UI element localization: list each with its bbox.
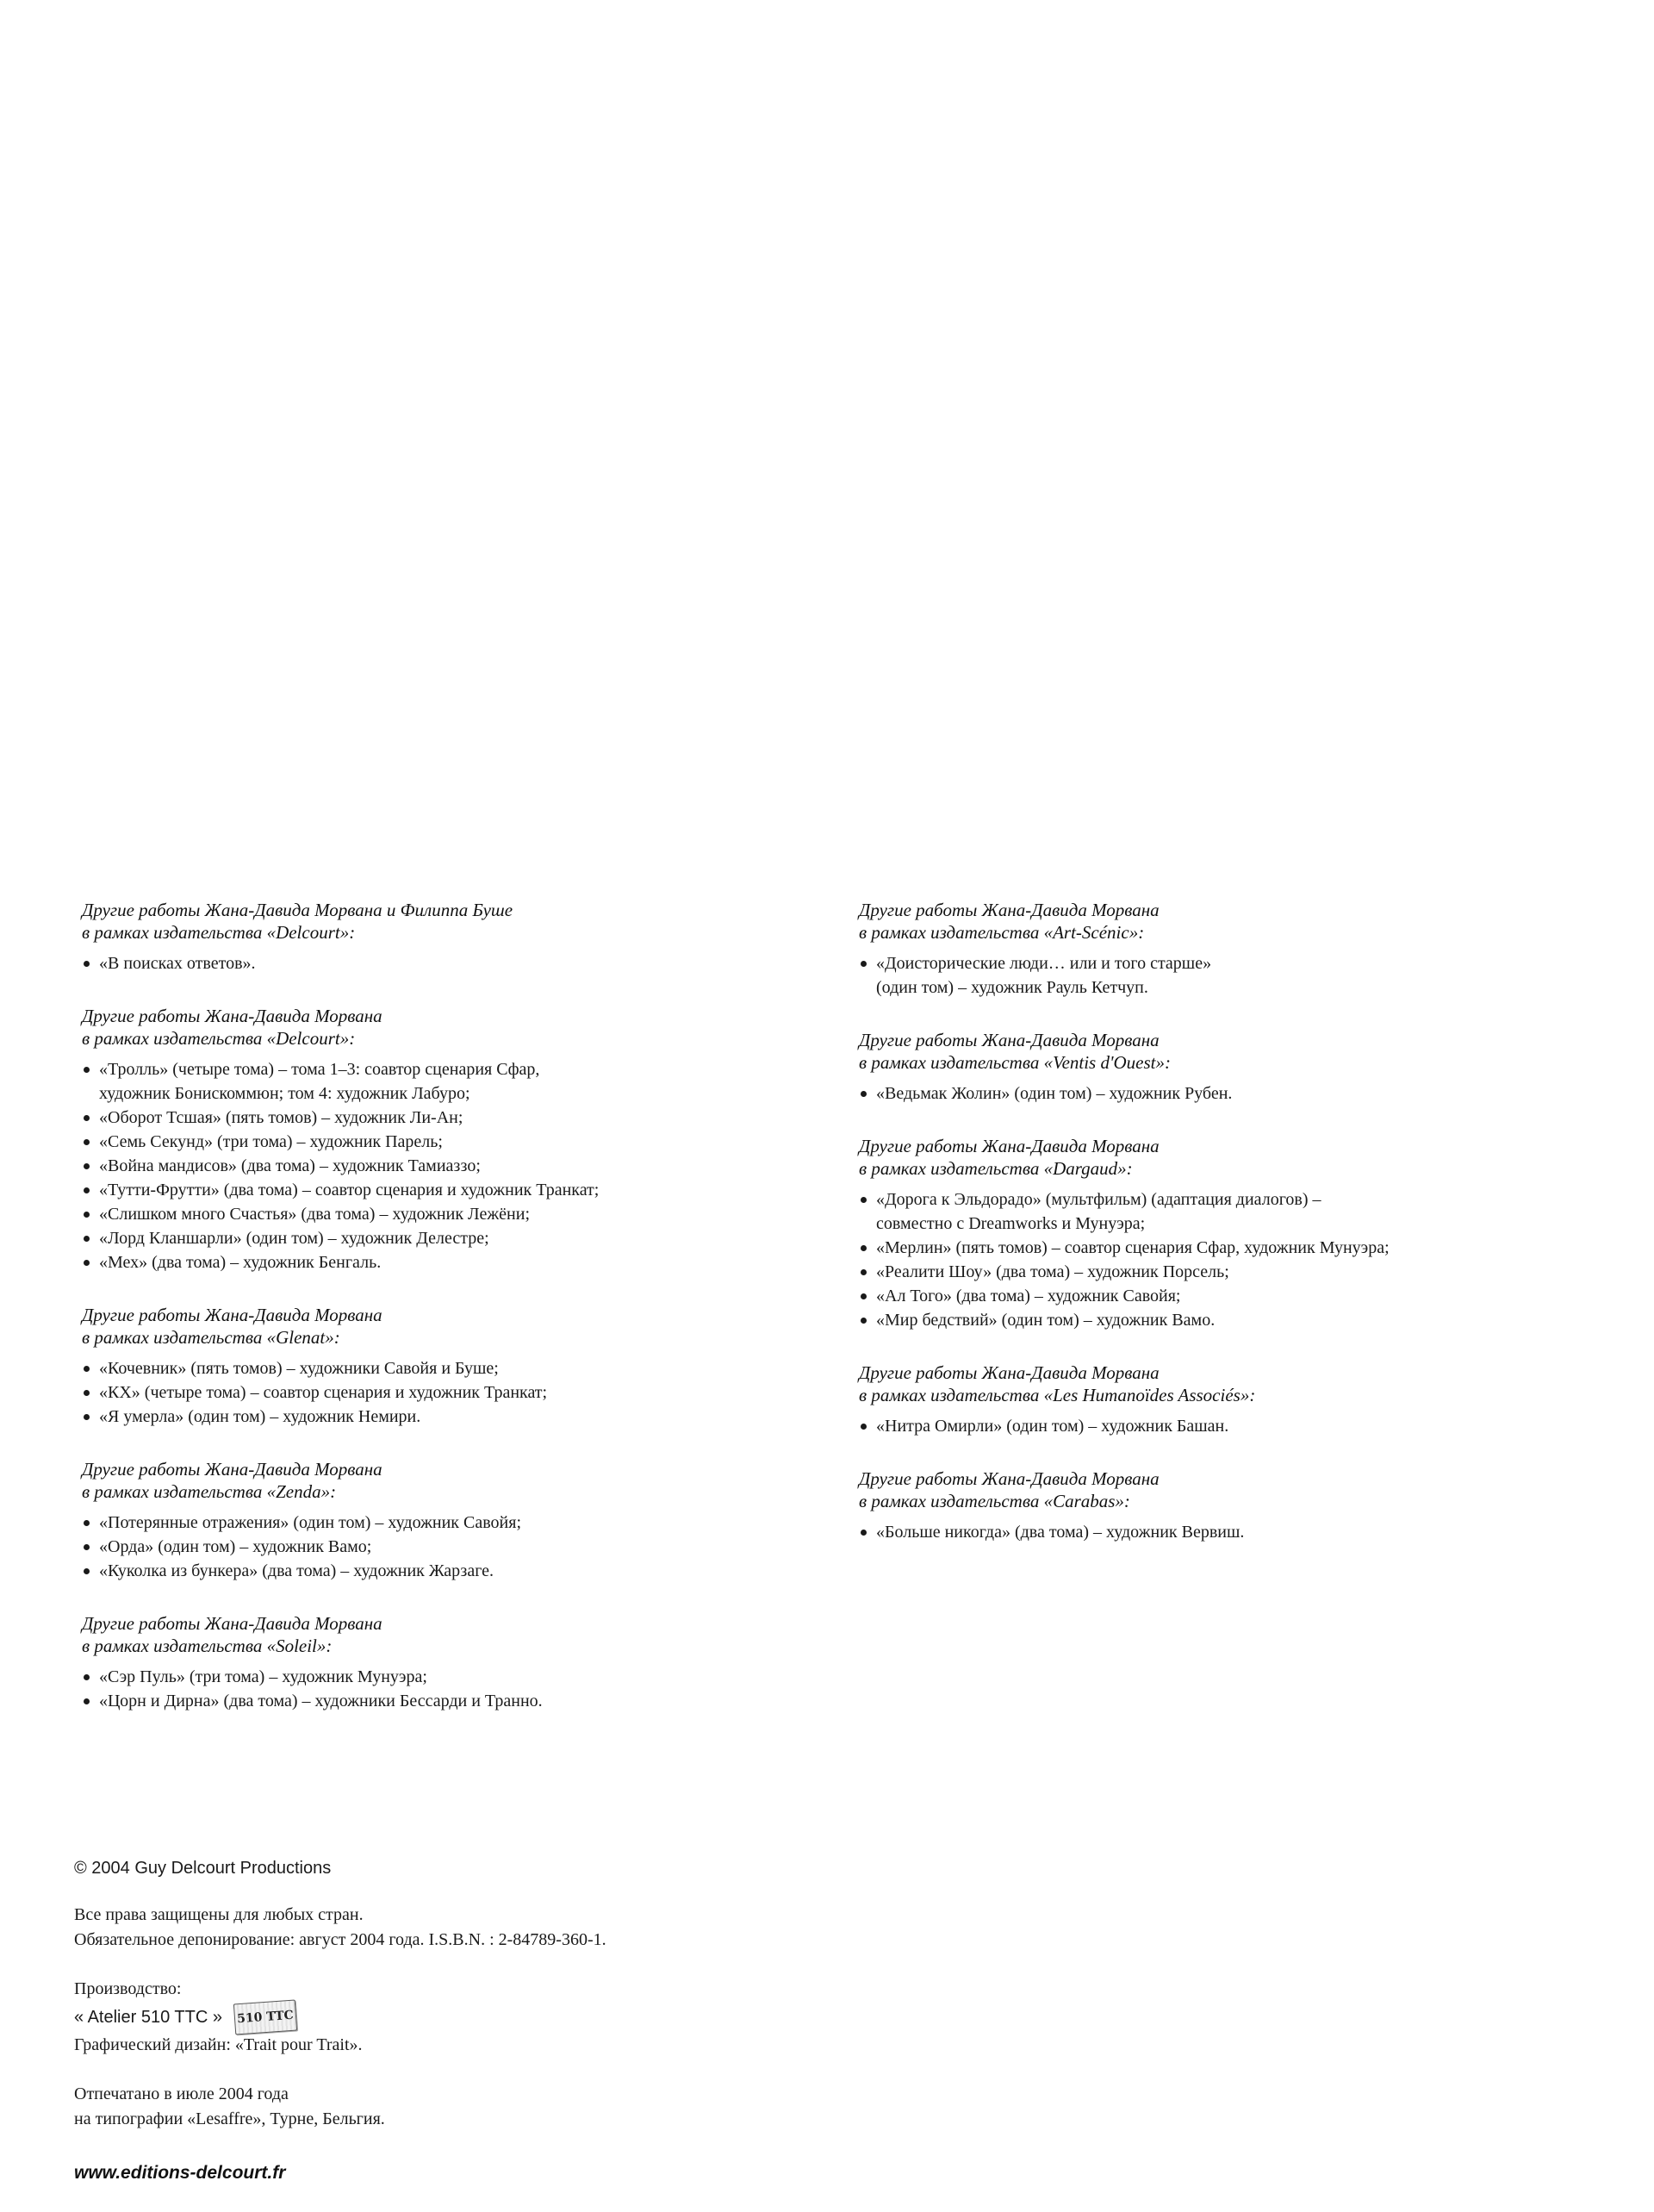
section-heading-line: Другие работы Жана-Давида Морвана xyxy=(82,1613,382,1634)
section-heading xyxy=(859,1135,1600,1180)
section-heading xyxy=(82,1458,840,1503)
section-heading-line: Другие работы Жана-Давида Морвана xyxy=(859,900,1160,920)
work-item: «Слишком много Счастья» (два тома) – художник Лежёни; xyxy=(82,1202,840,1226)
deposit-line: Обязательное депонирование: август 2004 года. I.S.B.N. : 2-84789-360-1. xyxy=(74,1930,606,1949)
section-heading-line: в рамках издательства «Carabas»: xyxy=(859,1491,1130,1511)
works-section xyxy=(82,1612,840,1713)
work-item: «Орда» (один том) – художник Вамо; xyxy=(82,1535,840,1559)
work-item: «Потерянные отражения» (один том) – художник Савойя; xyxy=(82,1511,840,1535)
works-list xyxy=(82,951,840,975)
section-heading-line: в рамках издательства «Art-Scénic»: xyxy=(859,922,1145,943)
section-heading xyxy=(82,1612,840,1657)
work-item: «Сэр Пуль» (три тома) – художник Мунуэра; xyxy=(82,1665,840,1689)
works-list xyxy=(859,1520,1600,1544)
work-item: «Нитра Омирли» (один том) – художник Башан. xyxy=(859,1414,1600,1438)
works-list xyxy=(859,1414,1600,1438)
section-heading xyxy=(859,899,1600,944)
work-item: «Дорога к Эльдорадо» (мультфильм) (адаптация диалогов) – совместно с Dreamworks и Мунуэра; xyxy=(859,1187,1600,1236)
work-item: «Больше никогда» (два тома) – художник Вервиш. xyxy=(859,1520,1600,1544)
atelier-logo-icon: 510 TTC xyxy=(233,2000,297,2035)
work-item: «Реалити Шоу» (два тома) – художник Порсель; xyxy=(859,1260,1600,1284)
publisher-website[interactable]: www.editions-delcourt.fr xyxy=(74,2163,286,2183)
atelier-name: « Atelier 510 TTC » xyxy=(74,2007,222,2027)
work-item: «Тролль» (четыре тома) – тома 1–3: соавтор сценария Сфар, художник Бонискоммюн; том 4: художник Лабуро; xyxy=(82,1057,840,1106)
section-heading-line: Другие работы Жана-Давида Морвана xyxy=(859,1362,1160,1383)
section-heading xyxy=(859,1029,1600,1074)
works-section xyxy=(859,1467,1600,1544)
section-heading xyxy=(82,1005,840,1050)
works-list xyxy=(859,1187,1600,1332)
section-heading-line: Другие работы Жана-Давида Морвана xyxy=(859,1136,1160,1156)
works-list xyxy=(82,1665,840,1713)
work-item: «Оборот Тсшая» (пять томов) – художник Ли-Ан; xyxy=(82,1106,840,1130)
works-list xyxy=(82,1057,840,1274)
section-heading xyxy=(859,1467,1600,1512)
work-item: «Кочевник» (пять томов) – художники Савойя и Буше; xyxy=(82,1356,840,1380)
printed-line-2: на типографии «Lesaffre», Турне, Бельгия. xyxy=(74,2109,385,2128)
work-item: «В поисках ответов». xyxy=(82,951,840,975)
section-heading-line: Другие работы Жана-Давида Морвана xyxy=(859,1468,1160,1489)
section-heading-line: Другие работы Жана-Давида Морвана и Филиппа Буше xyxy=(82,900,513,920)
colophon xyxy=(74,1859,936,2184)
work-item: «Война мандисов» (два тома) – художник Тамиаззо; xyxy=(82,1154,840,1178)
section-heading-line: в рамках издательства «Ventis d'Ouest»: xyxy=(859,1052,1171,1073)
work-item: «Цорн и Дирна» (два тома) – художники Бессарди и Транно. xyxy=(82,1689,840,1713)
works-section xyxy=(82,1458,840,1583)
work-item: «Мех» (два тома) – художник Бенгаль. xyxy=(82,1250,840,1274)
section-heading-line: в рамках издательства «Les Humanoïdes Associés»: xyxy=(859,1385,1256,1405)
work-item: «Доисторические люди… или и того старше» (один том) – художник Рауль Кетчуп. xyxy=(859,951,1600,1000)
work-item: «Куколка из бункера» (два тома) – художник Жарзаге. xyxy=(82,1559,840,1583)
right-column xyxy=(859,899,1600,1573)
section-heading xyxy=(82,1304,840,1349)
works-list xyxy=(82,1511,840,1583)
section-heading-line: Другие работы Жана-Давида Морвана xyxy=(82,1006,382,1026)
section-heading-line: Другие работы Жана-Давида Морвана xyxy=(82,1459,382,1480)
work-item: «Семь Секунд» (три тома) – художник Парель; xyxy=(82,1130,840,1154)
section-heading xyxy=(82,899,840,944)
section-heading-line: в рамках издательства «Delcourt»: xyxy=(82,1028,356,1049)
section-heading-line: Другие работы Жана-Давида Морвана xyxy=(82,1305,382,1325)
copyright-line: © 2004 Guy Delcourt Productions xyxy=(74,1859,332,1878)
printed-line-1: Отпечатано в июле 2004 года xyxy=(74,2084,289,2103)
works-section xyxy=(82,1304,840,1429)
section-heading xyxy=(859,1361,1600,1406)
section-heading-line: в рамках издательства «Dargaud»: xyxy=(859,1158,1133,1179)
works-section xyxy=(82,899,840,975)
work-item: «Тутти-Фрутти» (два тома) – соавтор сценария и художник Транкат; xyxy=(82,1178,840,1202)
works-section xyxy=(859,1029,1600,1106)
work-item: «Я умерла» (один том) – художник Немири. xyxy=(82,1405,840,1429)
section-heading-line: в рамках издательства «Soleil»: xyxy=(82,1636,333,1656)
production-row xyxy=(74,2002,936,2033)
works-section xyxy=(859,899,1600,1000)
left-column xyxy=(82,899,840,1742)
works-list xyxy=(859,1081,1600,1106)
work-item: «Лорд Кланшарли» (один том) – художник Делестре; xyxy=(82,1226,840,1250)
work-item: «Мерлин» (пять томов) – соавтор сценария Сфар, художник Мунуэра; xyxy=(859,1236,1600,1260)
work-item: «КХ» (четыре тома) – соавтор сценария и художник Транкат; xyxy=(82,1380,840,1405)
works-list xyxy=(82,1356,840,1429)
works-list xyxy=(859,951,1600,1000)
work-item: «Ал Того» (два тома) – художник Савойя; xyxy=(859,1284,1600,1308)
works-section xyxy=(859,1135,1600,1332)
works-section xyxy=(859,1361,1600,1438)
production-label: Производство: xyxy=(74,1979,182,1998)
design-line: Графический дизайн: «Trait pour Trait». xyxy=(74,2035,363,2054)
work-item: «Мир бедствий» (один том) – художник Вамо. xyxy=(859,1308,1600,1332)
section-heading-line: в рамках издательства «Glenat»: xyxy=(82,1327,340,1348)
work-item: «Ведьмак Жолин» (один том) – художник Рубен. xyxy=(859,1081,1600,1106)
section-heading-line: в рамках издательства «Zenda»: xyxy=(82,1481,337,1502)
section-heading-line: Другие работы Жана-Давида Морвана xyxy=(859,1030,1160,1050)
works-section xyxy=(82,1005,840,1274)
section-heading-line: в рамках издательства «Delcourt»: xyxy=(82,922,356,943)
rights-line: Все права защищены для любых стран. xyxy=(74,1905,364,1924)
